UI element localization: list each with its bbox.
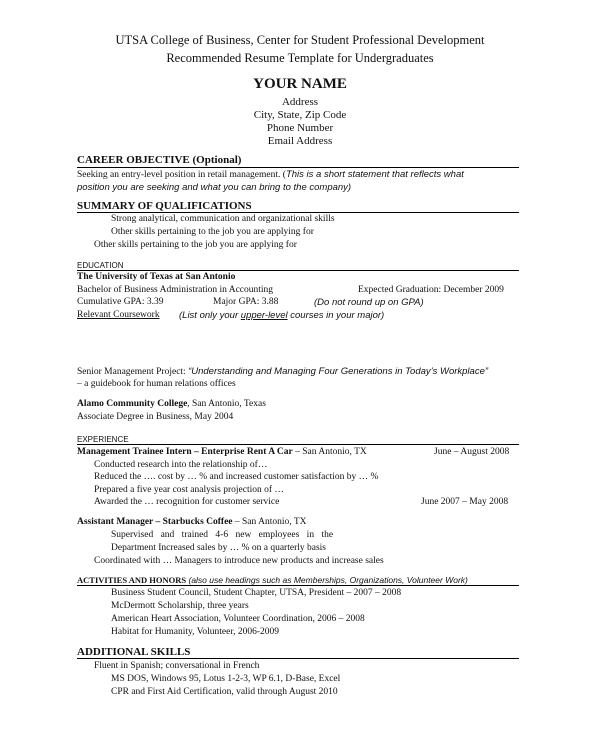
education-coursework-note: (List only your upper-level courses in your major) [179,310,385,321]
contact-email: Email Address [267,135,333,147]
education-gpa-cumulative: Cumulative GPA: 3.39 [77,297,164,307]
job1-item: Awarded the … recognition for customer service [94,497,280,507]
job1-dates: June – August 2008 [434,447,510,457]
qualification-item: Strong analytical, communication and organizational skills [111,214,335,224]
skill-item: Fluent in Spanish; conversational in French [94,661,260,671]
education-project-desc: – a guidebook for human relations offices [77,379,236,389]
activity-item: American Heart Association, Volunteer Coordination, 2006 – 2008 [111,614,365,624]
activities-heading: ACTIVITIES AND HONORS (also use headings such as Memberships, Organizations, Volunteer Work) [77,575,468,585]
section-rule [77,585,519,586]
career-objective-text: Seeking an entry-level position in retail management. (This is a short statement that reflects what [77,169,464,180]
section-rule [77,167,519,168]
qualification-item: Other skills pertaining to the job you are applying for [94,240,297,250]
job1-item: Prepared a five year cost analysis projection of … [94,485,284,495]
education-heading: EDUCATION [77,261,124,270]
job2-item: Department Increased sales by … % on a quarterly basis [111,543,326,553]
section-rule [77,444,519,445]
job1-item: Reduced the …. cost by … % and increased customer satisfaction by … % [94,472,379,482]
activity-item: McDermott Scholarship, three years [111,601,249,611]
contact-phone: Phone Number [266,122,334,134]
job2-item: Supervised and trained 4-6 new employees in the [111,530,334,540]
education-school: The University of Texas at San Antonio [77,272,236,282]
education-college2: Alamo Community College, San Antonio, Texas [77,399,266,409]
candidate-name: YOUR NAME [253,76,347,92]
activity-item: Habitat for Humanity, Volunteer, 2006-2009 [111,627,280,637]
skill-item: MS DOS, Windows 95, Lotus 1-2-3, WP 6.1, D-Base, Excel [111,674,341,684]
education-expected-graduation: Expected Graduation: December 2009 [358,285,504,295]
education-project: Senior Management Project: “Understanding and Managing Four Generations in Today’s Workplace” [77,366,489,377]
job2-item: Coordinated with … Managers to introduce new products and increase sales [94,556,384,566]
education-gpa-note: (Do not round up on GPA) [314,297,424,308]
job2-dates: June 2007 – May 2008 [421,497,509,507]
qualifications-heading: SUMMARY OF QUALIFICATIONS [77,200,252,212]
career-objective-heading: CAREER OBJECTIVE (Optional) [77,154,242,166]
document-header-line1: UTSA College of Business, Center for Student Professional Development [115,33,485,47]
document-header-line2: Recommended Resume Template for Undergraduates [166,51,434,65]
education-degree2: Associate Degree in Business, May 2004 [77,412,234,422]
skill-item: CPR and First Aid Certification, valid through August 2010 [111,687,338,697]
skills-heading: ADDITIONAL SKILLS [77,646,191,658]
education-coursework-label: Relevant Coursework [77,310,160,320]
section-rule [77,212,519,213]
contact-address: Address [281,96,319,108]
education-gpa-major: Major GPA: 3.88 [213,297,279,307]
education-degree: Bachelor of Business Administration in Accounting [77,285,274,295]
contact-city: City, State, Zip Code [253,109,347,121]
job2-title: Assistant Manager – Starbucks Coffee – San Antonio, TX [77,517,307,527]
section-rule [77,270,519,271]
job1-item: Conducted research into the relationship of… [94,460,268,470]
section-rule [77,658,519,659]
job1-title: Management Trainee Intern – Enterprise Rent A Car – San Antonio, TX [77,447,367,457]
qualification-item: Other skills pertaining to the job you are applying for [111,227,314,237]
experience-heading: EXPERIENCE [77,435,129,444]
activity-item: Business Student Council, Student Chapter, UTSA, President – 2007 – 2008 [111,588,402,598]
career-objective-text-cont: position you are seeking and what you can bring to the company) [77,182,352,193]
